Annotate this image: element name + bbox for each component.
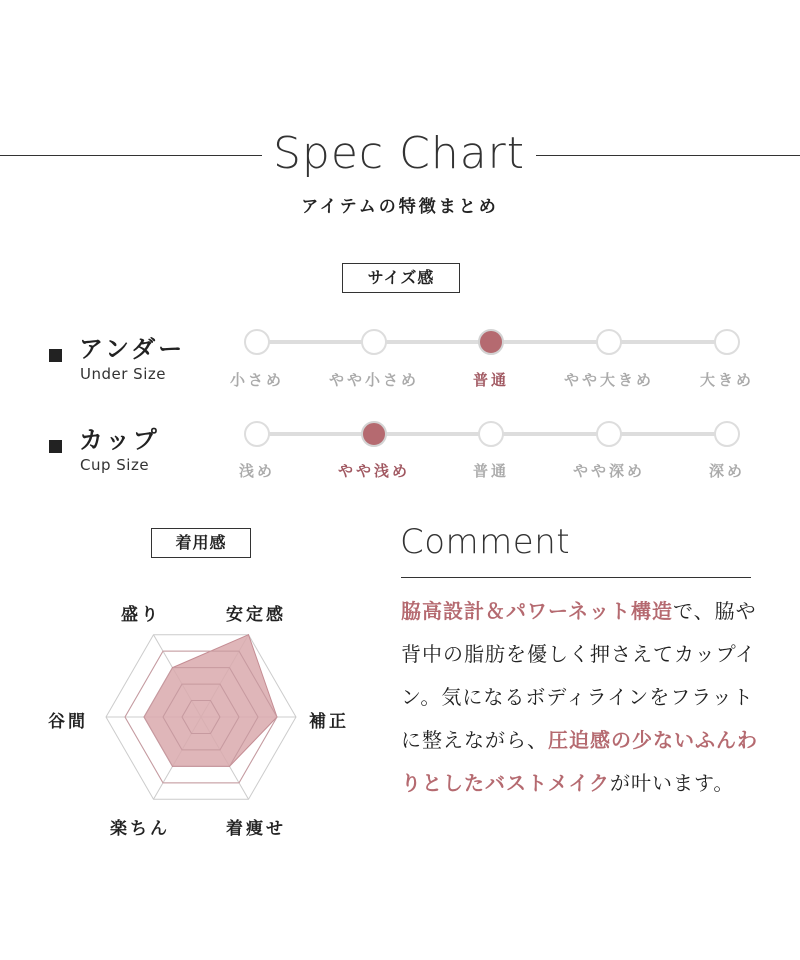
cup-size-option-4: 深め — [708, 462, 745, 480]
radar-point-2 — [277, 717, 278, 718]
radar-axis-label-3: 着痩せ — [226, 819, 286, 839]
page-subtitle: アイテムの特徴まとめ — [301, 197, 499, 217]
size-section-label: サイズ感 — [342, 263, 460, 293]
under-size-subtitle: Under Size — [80, 365, 166, 383]
radar-point-0 — [172, 667, 173, 668]
fit-section-label: 着用感 — [151, 528, 251, 558]
comment-segment: で、脇や背中の脂肪を優しく押さえてカップイン。気になるボディラインをフラットに整えながら、 — [401, 599, 757, 752]
cup-size-option-0: 浅め — [238, 462, 275, 480]
comment-segment: 脇高設計＆パワーネット構造 — [401, 599, 673, 623]
under-size-option-3: やや大きめ — [563, 371, 654, 389]
under-size-option-2: 普通 — [472, 371, 509, 389]
under-size-option-1: やや小さめ — [328, 371, 419, 389]
cup-size-option-1: やや浅め — [337, 462, 410, 480]
under-size-option-0: 小さめ — [229, 371, 284, 389]
comment-segment: 圧迫感の少ないふんわりとしたバストメイク — [401, 728, 758, 795]
under-size-option-4: 大きめ — [699, 371, 754, 389]
cup-size-option-3: やや深め — [572, 462, 645, 480]
cup-size-title: カップ — [79, 426, 160, 454]
comment-divider — [401, 577, 751, 578]
radar-point-5 — [144, 717, 145, 718]
comment-title: Comment — [400, 522, 571, 562]
radar-axis-label-4: 楽ちん — [110, 819, 170, 839]
page-title: Spec Chart — [272, 128, 526, 179]
radar-axis-label-2: 補正 — [309, 712, 349, 732]
cup-size-subtitle: Cup Size — [80, 456, 150, 474]
cup-size-option-2: 普通 — [472, 462, 509, 480]
comment-body — [401, 590, 761, 805]
radar-point-3 — [229, 766, 230, 767]
radar-axis-label-0: 盛り — [121, 605, 161, 625]
radar-axis-label-1: 安定感 — [226, 605, 286, 625]
under-size-title: アンダー — [79, 335, 186, 363]
radar-point-4 — [172, 766, 173, 767]
comment-segment: が叶います。 — [610, 771, 735, 795]
radar-axis-label-5: 谷間 — [48, 712, 88, 732]
radar-point-1 — [248, 634, 249, 635]
